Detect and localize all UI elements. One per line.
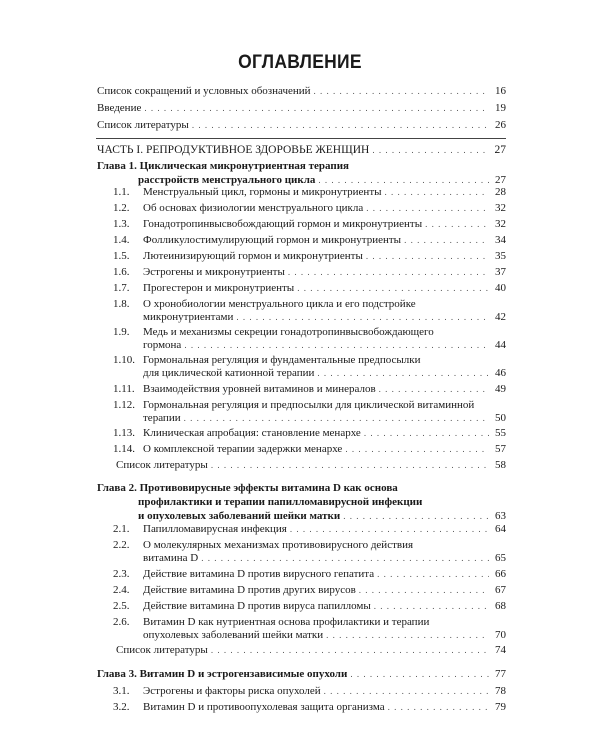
- section-number: 1.3.: [113, 218, 130, 230]
- section-number: 1.8.: [113, 298, 130, 310]
- section-number: 1.7.: [113, 282, 130, 294]
- chapter-1-label: Глава 1: [97, 160, 135, 172]
- section-number: 1.4.: [113, 234, 130, 246]
- page-title: ОГЛАВЛЕНИЕ: [238, 52, 362, 73]
- section-number: 1.13.: [113, 427, 135, 439]
- toc-entry-1-4[interactable]: Фолликулостимулирующий гормон и микронутриенты . . . 34: [143, 233, 506, 248]
- toc-entry-1-7[interactable]: Прогестерон и микронутриенты . . . 40: [143, 281, 506, 296]
- chapter-1-title-cont[interactable]: расстройств менструального цикла . . . 27: [138, 173, 506, 188]
- section-number: 3.1.: [113, 685, 130, 697]
- toc-entry-1-14[interactable]: О комплексной терапии задержки менархе . . . 57: [143, 442, 506, 457]
- section-number: 1.14.: [113, 443, 135, 455]
- toc-entry-2-4[interactable]: Действие витамина D против других вирусов . . . 67: [143, 583, 506, 598]
- chapter-3-label: Глава 3: [97, 668, 135, 680]
- chapter-2-title-line2[interactable]: профилактики и терапии папилломавирусной инфекции: [138, 496, 423, 508]
- toc-entry-2-2[interactable]: витамина D . . . 65: [143, 551, 506, 566]
- toc-entry-1-12-line1[interactable]: Гормональная регуляция и предпосылки для циклической витаминной: [143, 399, 475, 411]
- toc-entry-1-6[interactable]: Эстрогены и микронутриенты . . . 37: [143, 265, 506, 280]
- section-number: 2.5.: [113, 600, 130, 612]
- toc-part-1[interactable]: ЧАСТЬ I. РЕПРОДУКТИВНОЕ ЗДОРОВЬЕ ЖЕНЩИН . . . 27: [97, 143, 506, 158]
- toc-entry-3-2[interactable]: Витамин D и противоопухолевая защита организма . . . 79: [143, 700, 506, 715]
- toc-entry-1-8[interactable]: микронутриентами . . . 42: [143, 310, 506, 325]
- toc-entry-2-6-line1[interactable]: Витамин D как нутриентная основа профилактики и терапии: [143, 616, 430, 628]
- toc-entry-2-1[interactable]: Папилломавирусная инфекция . . . 64: [143, 522, 506, 537]
- toc-entry-1-13[interactable]: Клиническая апробация: становление менархе . . . 55: [143, 426, 506, 441]
- chapter-2-label: Глава 2: [97, 482, 135, 494]
- toc-entry-1-9-line1[interactable]: Медь и механизмы секреции гонадотропинвысвобождающего: [143, 326, 434, 338]
- section-number: 1.10.: [113, 354, 135, 366]
- chapter-2-title[interactable]: Глава 2. Противовирусные эффекты витамина D как основа: [97, 482, 398, 494]
- chapter-1-title[interactable]: Глава 1. Циклическая микронутриентная терапия: [97, 160, 350, 172]
- section-number: 2.6.: [113, 616, 130, 628]
- section-number: 2.4.: [113, 584, 130, 596]
- toc-entry-abbreviations[interactable]: Список сокращений и условных обозначений . . . 16: [97, 84, 506, 99]
- section-number: 1.9.: [113, 326, 130, 338]
- section-number: 1.1.: [113, 186, 130, 198]
- chapter-1-references[interactable]: Список литературы . . . 58: [116, 458, 506, 473]
- toc-entry-2-5[interactable]: Действие витамина D против вируса папилломы . . . 68: [143, 599, 506, 614]
- chapter-2-references[interactable]: Список литературы . . . 74: [116, 643, 506, 658]
- section-divider: [96, 138, 506, 139]
- section-number: 1.12.: [113, 399, 135, 411]
- section-number: 1.2.: [113, 202, 130, 214]
- toc-entry-1-5[interactable]: Лютеинизирующий гормон и микронутриенты . . . 35: [143, 249, 506, 264]
- toc-entry-1-10-line1[interactable]: Гормональная регуляция и фундаментальные предпосылки: [143, 354, 421, 366]
- chapter-3-title[interactable]: Глава 3. Витамин D и эстрогензависимые опухоли . . . 77: [97, 667, 506, 682]
- toc-entry-2-2-line1[interactable]: О молекулярных механизмах противовирусного действия: [143, 539, 414, 551]
- chapter-2-title-cont[interactable]: и опухолевых заболеваний шейки матки . . . 63: [138, 509, 506, 524]
- section-number: 3.2.: [113, 701, 130, 713]
- toc-entry-1-1[interactable]: Менструальный цикл, гормоны и микронутриенты . . . 28: [143, 185, 506, 200]
- toc-entry-2-6[interactable]: опухолевых заболеваний шейки матки . . . 70: [143, 628, 506, 643]
- section-number: 1.11.: [113, 383, 135, 395]
- section-number: 1.5.: [113, 250, 130, 262]
- toc-entry-1-12[interactable]: терапии . . . 50: [143, 411, 506, 426]
- toc-entry-1-9[interactable]: гормона . . . 44: [143, 338, 506, 353]
- toc-entry-2-3[interactable]: Действие витамина D против вирусного гепатита . . . 66: [143, 567, 506, 582]
- toc-entry-introduction[interactable]: Введение . . . 19: [97, 101, 506, 116]
- section-number: 2.3.: [113, 568, 130, 580]
- toc-entry-references[interactable]: Список литературы . . . 26: [97, 118, 506, 133]
- section-number: 1.6.: [113, 266, 130, 278]
- toc-entry-3-1[interactable]: Эстрогены и факторы риска опухолей . . . 78: [143, 684, 506, 699]
- section-number: 2.2.: [113, 539, 130, 551]
- section-number: 2.1.: [113, 523, 130, 535]
- toc-entry-1-10[interactable]: для циклической катионной терапии . . . 46: [143, 366, 506, 381]
- toc-entry-1-8-line1[interactable]: О хронобиологии менструального цикла и его подстройке: [143, 298, 416, 310]
- toc-entry-1-2[interactable]: Об основах физиологии менструального цикла . . . 32: [143, 201, 506, 216]
- toc-entry-1-11[interactable]: Взаимодействия уровней витаминов и минералов . . . 49: [143, 382, 506, 397]
- toc-entry-1-3[interactable]: Гонадотропинвысвобождающий гормон и микронутриенты . . . 32: [143, 217, 506, 232]
